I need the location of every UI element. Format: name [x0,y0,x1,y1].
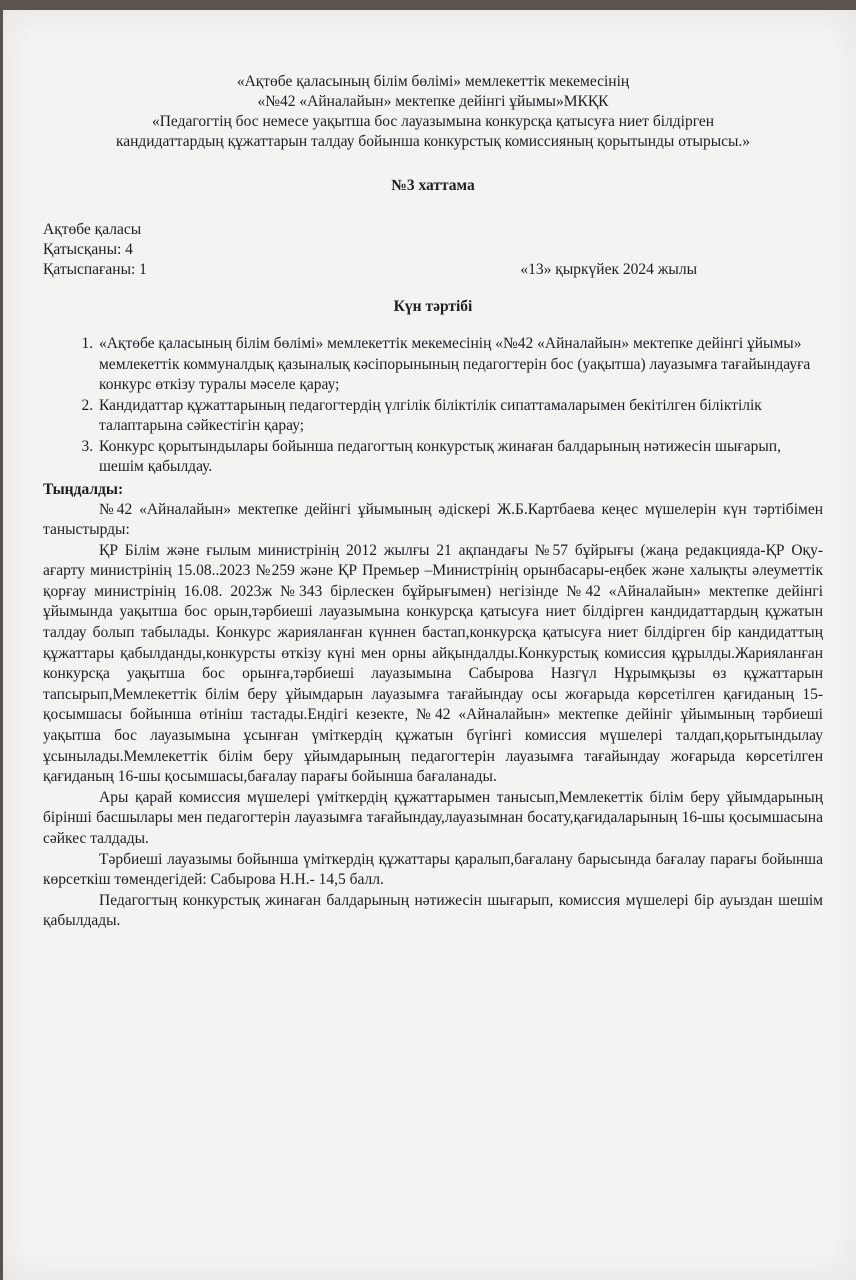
meeting-date: «13» қыркүйек 2024 жылы [520,261,697,278]
header-line: кандидаттардың құжаттарын талдау бойынша конкурстық комиссияның қорытынды отырысы.» [115,133,751,150]
agenda-item: 3. Конкурс қорытындылары бойынша педагогтың конкурстық жинаған балдарының нәтижесін шығарып, шешім қабылдау. [97,437,823,478]
document-body [43,500,823,932]
agenda-title: Күн тәртібі [393,298,473,315]
body-paragraph: Ары қарай комиссия мүшелері үміткердің құжаттарымен танысып,Мемлекеттік білім беру ұйымдарының бірінші басшылары мен педагогтерін лауазымға тағайындау,лауазымнан босату,қағидаларының 16-шы қосымшасына сәйкес талдады. [43,788,823,847]
header-line: «№42 «Айналайын» мектепке дейінгі ұйымы»МКҚК [257,93,609,110]
agenda-list [43,334,823,478]
body-paragraph: ҚР Білім және ғылым министрінің 2012 жылғы 21 ақпандағы №57 бұйрығы (жаңа редакцияда-ҚР Оқу-ағарту министрінің 15.08..2023 №259 және ҚР Премьер –Министрінің орынбасары-еңбек және халықты әлеуметтік қорғау министрінің 16.08. 2023ж №343 бірлескен бұйрығымен) негізінде №42 «Айналайын» мектепке дейінгі ұйымында уақытша бос орын,тәрбиеші лауазымына конкурсқа қатысуға ниет білдірген кандидаттардың құжатын талдау болып табылады. Конкурс жарияланған күннен бастап,конкурсқа қатысуға ниет білдірген бір кандидаттың құжаттары қабылданды,конкурсты өткізу күні мен орны айқындалды.Конкурстық комиссия құрылды.Жарияланған конкурсқа уақытша бос орынға,тәрбиеші лауазымына Сабырова Назгүл Нұрымқызы өз құжаттарын тапсырып,Мемлекеттік білім беру ұйымдарын лауазымға тағайындау осы жоғарыда көрсетілген қағиданың 15-қосымшасы бойынша өтініш тастады.Ендігі кезекте, №42 «Айналайын» мектепке дейініг ұйымының тәрбиеші уақытша бос лауазымына ұсынған үміткердің құжатын бүгінгі комиссия мүшелері талдап,қорытындылау ұсынылады.Мемлекеттік білім беру ұйымдарының педагогтерін лауазымға тағайындау жоғарыда көрсетілген қағиданың 16-шы қосымшасы,бағалау парағы бойынша бағаланады. [43,541,823,786]
city-text: Ақтөбе қаласы [43,221,142,238]
protocol-title: №3 хаттама [391,177,475,194]
present-count: Қатысқаны: 4 [43,241,133,258]
document-page [3,10,856,1280]
body-paragraph: №42 «Айналайын» мектепке дейінгі ұйымының әдіскері Ж.Б.Картбаева кеңес мүшелерін күн тәртібімен таныстырды: [43,500,823,539]
absent-count: Қатыспағаны: 1 [43,261,147,278]
agenda-item: 2. Кандидаттар құжаттарының педагогтердің үлгілік біліктілік сипаттамаларымен бекітілген біліктілік талаптарына сәйкестігін қарау; [97,396,823,437]
document-content [43,72,823,932]
heard-label: Тыңдалды [43,480,118,498]
header-line: «Ақтөбе қаласының білім бөлімі» мемлекеттік мекемесінің [236,73,630,90]
meeting-info [43,220,823,280]
document-header [43,72,823,152]
agenda-item: 1. «Ақтөбе қаласының білім бөлімі» мемлекеттік мекемесінің «№42 «Айналайын» мектепке дейінгі ұйымы» мемлекеттік коммуналдық қазыналық кәсіпорынының педагогтерін бос (уақытша) лауазымға тағайындауға конкурс өткізу туралы мәселе қарау; [97,334,823,396]
body-paragraph: Тәрбиеші лауазымы бойынша үміткердің құжаттары қаралып,бағалану барысында бағалау парағы бойынша көрсеткіш төмендегідей: Сабырова Н.Н.- 14,5 балл. [43,850,823,889]
heard-heading: Тыңдалды: [43,480,124,498]
header-line: «Педагогтің бос немесе уақытша бос лауазымына конкурсқа қатысуға ниет білдірген [151,113,715,130]
body-paragraph: Педагогтың конкурстық жинаған балдарының нәтижесін шығарып, комиссия мүшелері бір ауыздан шешім қабылдады. [43,891,823,930]
meta-row [43,260,823,280]
